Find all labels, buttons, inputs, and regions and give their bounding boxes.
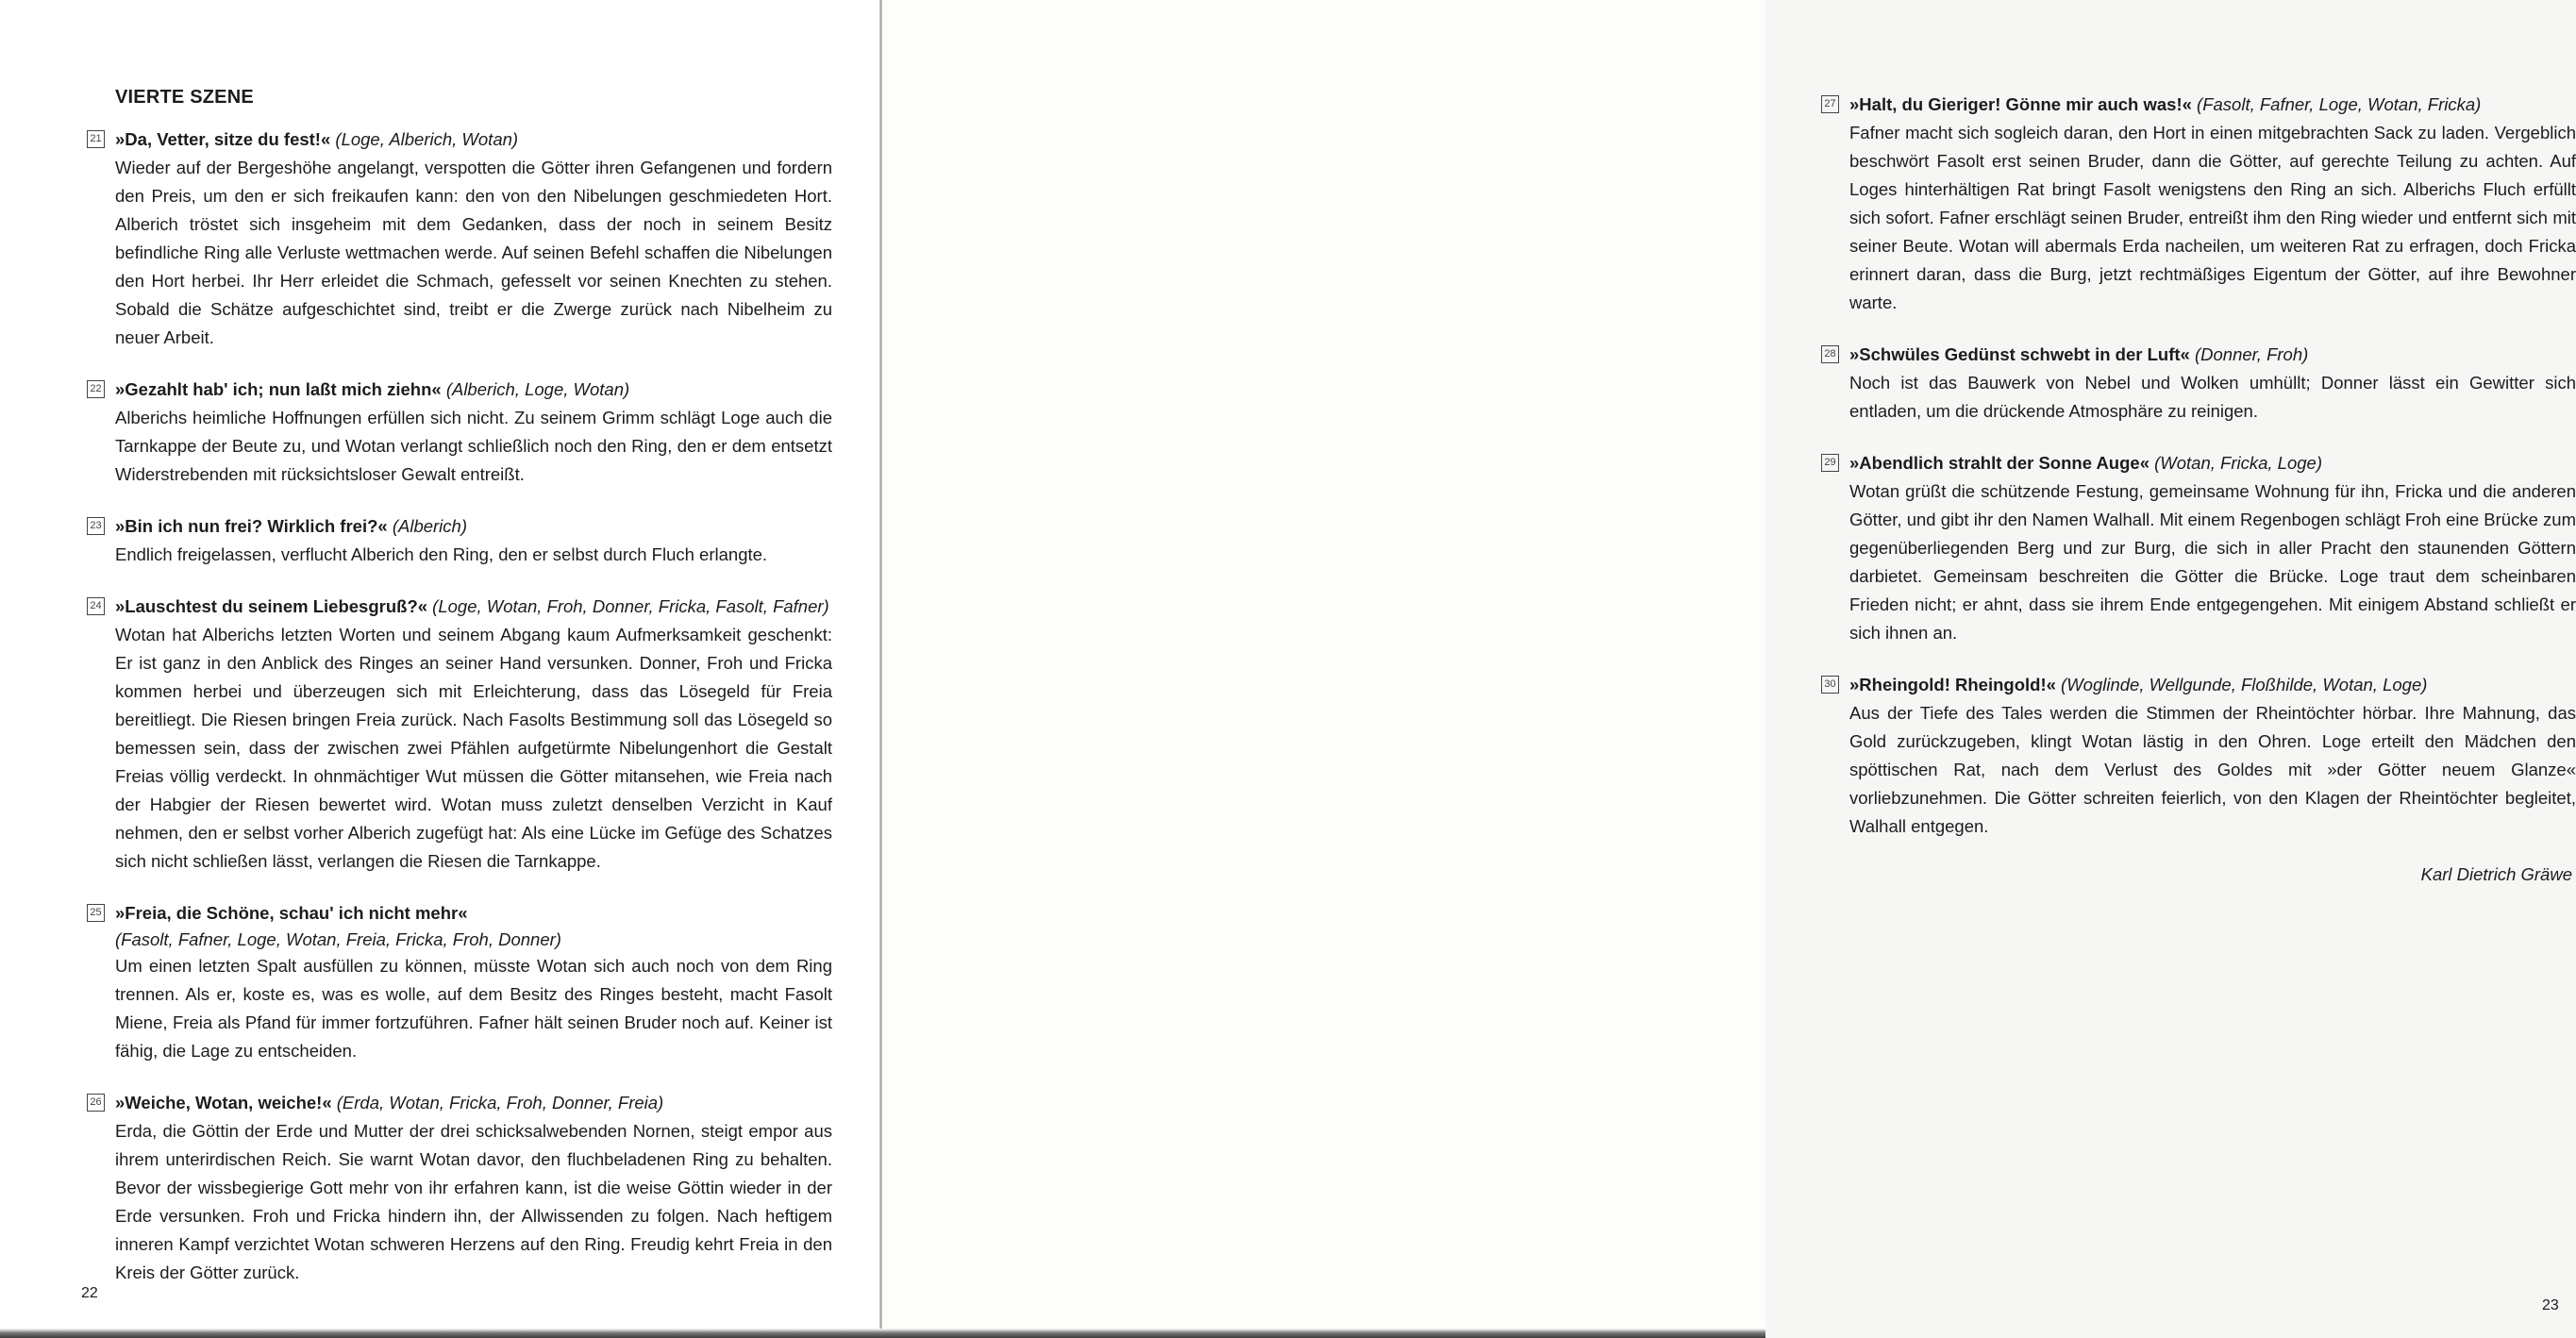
entry-header bbox=[115, 899, 832, 928]
entry-roles: (Loge, Wotan, Froh, Donner, Fricka, Fasolt, Fafner) bbox=[432, 596, 829, 616]
entry-number-box: 24 bbox=[87, 597, 105, 615]
entry-number-box: 27 bbox=[1821, 95, 1839, 113]
synopsis-entry-23 bbox=[87, 512, 832, 569]
entry-body: Wieder auf der Bergeshöhe angelangt, verspotten die Götter ihren Gefangenen und fordern den Preis, um den er sich freikaufen kann: den von den Nibelungen geschmiedeten Hort. Alberich tröstet sich insgeheim mit dem Gedanken, dass der noch in seinem Besitz befindliche Ring alle Verluste wettmachen werde. Auf seinen Befehl schaffen die Nibelungen den Hort herbei. Ihr Herr erleidet die Schmach, gefesselt vor seinen Knechten zu stehen. Sobald die Schätze aufgeschichtet sind, treibt er die Zwerge zurück nach Nibelheim zu neuer Arbeit. bbox=[115, 158, 832, 347]
entry-quote: »Rheingold! Rheingold!« bbox=[1849, 675, 2056, 694]
page-number-left: 22 bbox=[81, 1285, 98, 1301]
synopsis-entry-26 bbox=[87, 1089, 832, 1287]
entry-number-box: 29 bbox=[1821, 454, 1839, 472]
entry-body: Endlich freigelassen, verflucht Alberich den Ring, den er selbst durch Fluch erlangte. bbox=[115, 544, 768, 564]
synopsis-entry-22 bbox=[87, 376, 832, 489]
entry-header bbox=[115, 593, 832, 621]
entry-quote: »Schwüles Gedünst schwebt in der Luft« bbox=[1849, 344, 2190, 364]
entry-quote: »Abendlich strahlt der Sonne Auge« bbox=[1849, 453, 2149, 473]
entry-number-box: 22 bbox=[87, 380, 105, 398]
author-signature: Karl Dietrich Gräwe bbox=[2420, 864, 2572, 884]
entry-body: Um einen letzten Spalt ausfüllen zu können, müsste Wotan sich auch noch von dem Ring trennen. Als er, koste es, was es wolle, auf dem Besitz des Ringes besteht, macht Fasolt Miene, Freia als Pfand für immer fortzuführen. Fafner hält seinen Bruder noch auf. Keiner ist fähig, die Lage zu entscheiden. bbox=[115, 956, 832, 1061]
entry-number-box: 21 bbox=[87, 130, 105, 148]
entry-roles: (Donner, Froh) bbox=[2194, 344, 2309, 364]
entry-roles: (Wotan, Fricka, Loge) bbox=[2154, 453, 2322, 473]
entry-quote: »Freia, die Schöne, schau' ich nicht mehr« bbox=[115, 903, 468, 923]
entry-body: Fafner macht sich sogleich daran, den Hort in einen mitgebrachten Sack zu laden. Vergeblich beschwört Fasolt erst seinen Bruder, dann die Götter, auf gerechte Teilung zu achten. Auf Loges hinterhältigen Rat bringt Fasolt wenigstens den Ring an sich. Alberichs Fluch erfüllt sich sofort. Fafner erschlägt seinen Bruder, entreißt ihm den Ring wieder und entfernt sich mit seiner Beute. Wotan will abermals Erda nacheilen, um weiteren Rat zu erfragen, doch Fricka erinnert daran, dass die Burg, jetzt rechtmäßiges Eigentum der Götter, auf ihre Bewohner warte. bbox=[1849, 123, 2576, 312]
entry-roles: (Woglinde, Wellgunde, Floßhilde, Wotan, Loge) bbox=[2061, 675, 2428, 694]
entry-quote: »Gezahlt hab' ich; nun laßt mich ziehn« bbox=[115, 379, 442, 399]
entry-header bbox=[1849, 91, 2576, 119]
entry-body: Noch ist das Bauwerk von Nebel und Wolken umhüllt; Donner lässt ein Gewitter sich entladen, um die drückende Atmosphäre zu reinigen. bbox=[1849, 373, 2576, 421]
book-spine-fold bbox=[879, 0, 882, 1338]
entry-header bbox=[115, 376, 832, 404]
entry-quote: »Halt, du Gieriger! Gönne mir auch was!« bbox=[1849, 94, 2192, 114]
entry-roles: (Alberich) bbox=[392, 516, 467, 536]
entry-roles: (Fasolt, Fafner, Loge, Wotan, Fricka) bbox=[2197, 94, 2482, 114]
entry-header bbox=[115, 1089, 832, 1117]
synopsis-entry-30 bbox=[1821, 671, 2576, 841]
entry-body: Erda, die Göttin der Erde und Mutter der drei schicksalwebenden Nornen, steigt empor aus ihrem unterirdischen Reich. Sie warnt Wotan davor, den fluchbeladenen Ring zu behalten. Bevor der wissbegierige Gott mehr von ihr erfahren kann, ist die weise Göttin wieder in der Erde versunken. Froh und Fricka hindern ihn, der Allwissenden zu folgen. Nach heftigem inneren Kampf verzichtet Wotan schweren Herzens auf den Ring. Freudig kehrt Freia in den Kreis der Götter zurück. bbox=[115, 1121, 832, 1282]
entry-quote: »Weiche, Wotan, weiche!« bbox=[115, 1093, 332, 1112]
entry-body: Alberichs heimliche Hoffnungen erfüllen sich nicht. Zu seinem Grimm schlägt Loge auch die Tarnkappe der Beute zu, und Wotan verlangt schließlich noch den Ring, den er dem entsetzt Widerstrebenden mit rücksichtsloser Gewalt entreißt. bbox=[115, 408, 832, 484]
entry-body: Wotan hat Alberichs letzten Worten und seinem Abgang kaum Aufmerksamkeit geschenkt: Er ist ganz in den Anblick des Ringes an seiner Hand versunken. Donner, Froh und Fricka kommen herbei und überzeugen sich mit Erleichterung, dass das Lösegeld für Freia bereitliegt. Die Riesen bringen Freia zurück. Nach Fasolts Bestimmung soll das Lösegeld so bemessen sein, dass der zwischen zwei Pfählen aufgetürmte Nibelungenhort die Gestalt Freias völlig verdeckt. In ohnmächtiger Wut müssen die Götter mitansehen, wie Freia nach der Habgier der Riesen bewertet wird. Wotan muss zuletzt denselben Verzicht in Kauf nehmen, den er selbst vorher Alberich zugefügt hat: Als eine Lücke im Gefüge des Schatzes sich nicht schließen lässt, verlangen die Riesen die Tarnkappe. bbox=[115, 625, 832, 871]
entry-roles: (Erda, Wotan, Fricka, Froh, Donner, Freia) bbox=[336, 1093, 664, 1112]
entry-header bbox=[115, 512, 832, 541]
page-number-right: 23 bbox=[2542, 1297, 2559, 1313]
entry-body: Aus der Tiefe des Tales werden die Stimmen der Rheintöchter hörbar. Ihre Mahnung, das Gold zurückzugeben, klingt Wotan lästig in den Ohren. Loge erteilt den Mädchen den spöttischen Rat, nach dem Verlust des Goldes mit »der Götter neuem Glanze« vorliebzunehmen. Die Götter schreiten feierlich, von den Klagen der Rheintöchter begleitet, Walhall entgegen. bbox=[1849, 703, 2576, 836]
entry-roles: (Loge, Alberich, Wotan) bbox=[335, 129, 519, 149]
entry-number-box: 26 bbox=[87, 1094, 105, 1112]
entry-number-box: 30 bbox=[1821, 676, 1839, 694]
entry-header bbox=[1849, 449, 2576, 477]
entry-number-box: 25 bbox=[87, 904, 105, 922]
right-text-column bbox=[1821, 91, 2576, 885]
synopsis-entry-25 bbox=[87, 899, 832, 1065]
entry-roles: (Alberich, Loge, Wotan) bbox=[445, 379, 630, 399]
synopsis-entry-28 bbox=[1821, 341, 2576, 426]
entry-number-box: 28 bbox=[1821, 345, 1839, 363]
entry-header bbox=[1849, 341, 2576, 369]
entry-body: Wotan grüßt die schützende Festung, gemeinsame Wohnung für ihn, Fricka und die anderen Götter, und gibt ihr den Namen Walhall. Mit einem Regenbogen schlägt Froh eine Brücke zum gegenüberliegenden Berg und zur Burg, die sich in aller Pracht den staunenden Göttern darbietet. Gemeinsam beschreiten die Götter die Brücke. Loge traut dem scheinbaren Frieden nicht; er ahnt, dass sie ihrem Ende entgegengehen. Mit einigem Abstand schließt er sich ihnen an. bbox=[1849, 481, 2576, 643]
synopsis-entry-24 bbox=[87, 593, 832, 876]
entry-quote: »Da, Vetter, sitze du fest!« bbox=[115, 129, 331, 149]
entry-header bbox=[115, 125, 832, 154]
entry-quote: »Lauschtest du seinem Liebesgruß?« bbox=[115, 596, 428, 616]
left-page bbox=[0, 0, 881, 1338]
scene-title: VIERTE SZENE bbox=[115, 87, 254, 108]
synopsis-entry-21 bbox=[87, 125, 832, 352]
entry-quote: »Bin ich nun frei? Wirklich frei?« bbox=[115, 516, 388, 536]
entry-number-box: 23 bbox=[87, 517, 105, 535]
synopsis-entry-27 bbox=[1821, 91, 2576, 317]
right-page bbox=[881, 0, 2576, 1338]
entry-header bbox=[1849, 671, 2576, 699]
entry-roles: (Fasolt, Fafner, Loge, Wotan, Freia, Fricka, Froh, Donner) bbox=[115, 929, 561, 949]
page-bottom-edge bbox=[0, 1329, 1765, 1338]
left-text-column bbox=[87, 87, 832, 1311]
synopsis-entry-29 bbox=[1821, 449, 2576, 647]
